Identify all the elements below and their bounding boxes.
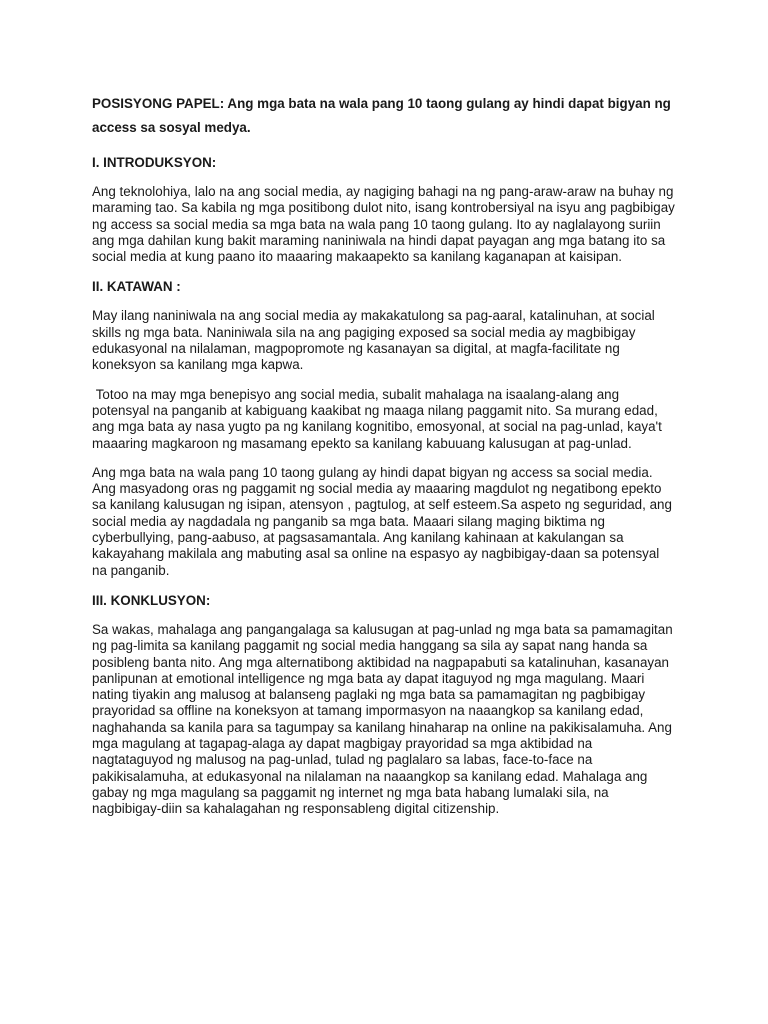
paragraph: Totoo na may mga benepisyo ang social media, subalit mahalaga na isaalang-alang ang potensyal na panganib at kabiguang kaakibat ng maaga nilang paggamit nito. Sa murang edad, ang mga bata ay nasa yugto pa ng kanilang kognitibo, emosyonal, at social na pag-unlad, kaya't maaaring magkaroon ng masamang epekto sa kanilang kabuuang kalusugan at pag-unlad. <box>92 386 666 451</box>
paragraph: Ang teknolohiya, lalo na ang social media, ay nagiging bahagi na ng pang-araw-araw na buhay ng maraming tao. Sa kabila ng mga positibong dulot nito, isang kontrobersiyal na isyu ang pagbibigay ng access sa social media sa mga bata na wala pang 10 taong gulang. Ito ay naglalayong suriin ang mga dahilan kung bakit maraming naniniwala na hindi dapat payagan ang mga batang ito sa social media at kung paano ito maaaring makaapekto sa kanilang kaganapan at kaisipan. <box>92 184 675 265</box>
section-body <box>92 278 676 578</box>
document-body <box>92 92 676 831</box>
document-title: POSISYONG PAPEL: Ang mga bata na wala pang 10 taong gulang ay hindi dapat bigyan ng access sa sosyal medya. <box>92 96 671 135</box>
paragraph: Sa wakas, mahalaga ang pangangalaga sa kalusugan at pag-unlad ng mga bata sa pamamagitan ng pag-limita sa kanilang paggamit ng social media hanggang sa sila ay sapat nang handa sa posibleng banta nito. Ang mga alternatibong aktibidad na nagpapabuti sa katalinuhan, kasanayan panlipunan at emotional intelligence ng mga bata ay dapat itaguyod ng mga magulang. Maari nating tiyakin ang malusog at balanseng paglaki ng mga bata sa pamamagitan ng pagbibigay prayoridad sa offline na koneksyon at tamang impormasyon na naaangkop sa kanilang edad, naghahanda sa kanila para sa tagumpay sa kanilang hinaharap na online na pakikisalamuha. Ang mga magulang at tagapag-alaga ay dapat magbigay prayoridad sa mga aktibidad na nagtataguyod ng malusog na pag-unlad, tulad ng paglalaro sa labas, face-to-face na pakikisalamuha, at edukasyonal na nilalaman na naaangkop sa kanilang edad. Mahalaga ang gabay ng mga magulang sa paggamit ng internet ng mga bata habang lumalaki sila, na nagbibigay-diin sa kahalagahan ng responsableng digital citizenship. <box>92 621 673 817</box>
section-conclusion <box>92 592 676 818</box>
section-heading-konklusyon: III. KONKLUSYON: <box>92 592 211 608</box>
paragraph: May ilang naniniwala na ang social media ay makakatulong sa pag-aaral, katalinuhan, at social skills ng mga bata. Naniniwala sila na ang pagiging exposed sa social media ay magbibigay edukasyonal na nilalaman, magpopromote ng kasanayan sa digital, at magfa-facilitate ng koneksyon sa kanilang mga kapwa. <box>92 308 655 373</box>
section-introduction <box>92 154 676 265</box>
section-heading-katawan: II. KATAWAN : <box>92 279 181 295</box>
paragraph: Ang mga bata na wala pang 10 taong gulang ay hindi dapat bigyan ng access sa social media. Ang masyadong oras ng paggamit ng social media ay maaaring magdulot ng negatibong epekto sa kanilang kalusugan ng isipan, atensyon , pagtulog, at self esteem.Sa aspeto ng seguridad, ang social media ay nagdadala ng panganib sa mga bata. Maaari silang maging biktima ng cyberbullying, pang-aabuso, at pagsasamantala. Ang kanilang kahinaan at kakulangan sa kakayahang makilala ang mabuting asal sa online na espasyo ay nagbibigay-daan sa potensyal na panganib. <box>92 464 672 578</box>
section-heading-introduksyon: I. INTRODUKSYON: <box>92 155 217 170</box>
